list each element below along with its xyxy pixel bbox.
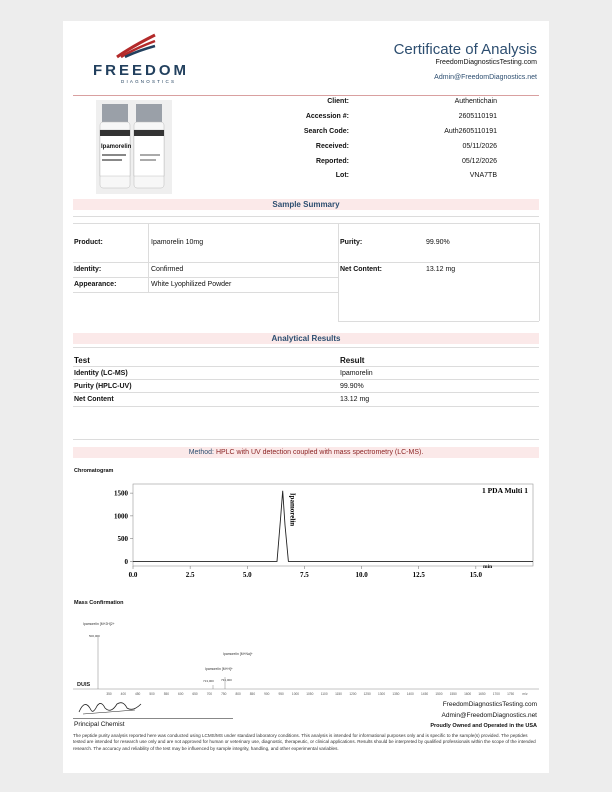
plot-frame [133,484,533,566]
ms-axis-tick-label: 850 [249,692,256,696]
product-value: Ipamorelin 10mg [151,239,204,246]
purity-label: Purity: [340,239,363,246]
method-label: Method: [188,449,214,456]
summary-rule [73,277,338,278]
appearance-value: White Lyophilized Powder [151,281,232,288]
received-label: Received: [315,143,349,150]
summary-rule [73,223,539,224]
summary-rule [73,262,539,263]
ms-duis-label: DUIS [77,682,91,688]
accession-label: Accession #: [305,113,349,120]
search-code-value: Auth2605110191 [444,128,497,135]
vial-label-text: Ipamorelin [101,144,132,150]
y-tick-label: 1500 [114,489,128,498]
lot-value: VNA7TB [469,172,497,179]
summary-col-rule [338,223,339,321]
x-tick-label: 7.5 [300,571,309,579]
ms-label-h: Ipamorelin [M+H]+ [205,667,233,671]
signature-line [73,718,233,719]
ms-axis-tick-label: 800 [235,692,241,696]
ms-axis-tick-label: 1600 [464,692,472,696]
y-tick-label: 1000 [114,512,128,521]
product-label: Product: [74,239,103,246]
method-band [73,447,539,458]
certificate-page [63,21,549,773]
footer-tagline: Proudly Owned and Operated in the USA [430,723,537,729]
identity-value: Confirmed [151,266,184,273]
net-content-value: 13.12 mg [426,266,456,273]
results-row-test: Identity (LC-MS) [74,370,128,377]
x-tick-label: 2.5 [185,571,195,579]
ms-axis-tick-label: 1000 [291,692,300,696]
chromatogram-legend: 1 PDA Multi 1 [481,486,528,495]
ms-axis-tick-label: 400 [120,692,127,696]
header-website[interactable]: FreedomDiagnosticsTesting.com [435,59,537,66]
ms-axis-tick-label: 450 [135,692,141,696]
ms-axis-tick-label: 1550 [449,692,457,696]
ms-axis-tick-label: 1700 [492,692,500,696]
x-tick-label: 12.5 [412,571,425,579]
ms-axis-tick-label: 1450 [421,692,429,696]
results-rule [73,379,539,380]
summary-rule [73,216,539,217]
sample-summary-heading: Sample Summary [73,199,539,210]
ms-count-label: 500,000 [89,634,100,638]
client-value: Authentichain [454,98,497,105]
client-label: Client: [327,98,349,105]
results-rule [73,366,539,367]
reported-label: Reported: [315,158,349,165]
y-tick-label: 0 [124,557,128,566]
signature-image [75,696,145,718]
y-tick-label: 500 [117,535,128,544]
ms-axis-tick-label: 1100 [320,692,328,696]
ms-label-na: Ipamorelin [M+Na]+ [223,652,253,656]
document-title: Certificate of Analysis [393,41,537,58]
footer-email[interactable]: Admin@FreedomDiagnostics.net [441,712,537,719]
ms-axis-tick-label: 900 [264,692,270,696]
result-column-header: Result [340,356,365,365]
ms-label-top: Ipamorelin [M+2H]2+ [83,622,115,626]
ms-axis-tick-label: 1750 [507,692,515,696]
ms-axis-tick-label: 650 [192,692,198,696]
ms-axis-tick-label: 1150 [335,692,342,696]
identity-label: Identity: [74,266,102,273]
header-email[interactable]: Admin@FreedomDiagnostics.net [434,74,537,81]
test-column-header: Test [74,356,90,365]
results-rule [73,392,539,393]
results-row-test: Purity (HPLC-UV) [74,383,132,390]
accession-info [63,21,549,221]
mass-confirmation-heading: Mass Confirmation [74,600,124,606]
summary-rule [73,292,338,293]
results-row-result: 99.90% [340,383,364,390]
accession-value: 2605110191 [458,113,497,120]
results-rule [73,439,539,440]
ms-axis-tick-label: 600 [178,692,184,696]
x-tick-label: 5.0 [242,571,252,579]
mass-spectrum [73,607,539,707]
results-rule [73,406,539,407]
net-content-label: Net Content: [340,266,382,273]
ms-axis-tick-label: 700 [206,692,213,696]
ms-axis-tick-label: 350 [106,692,112,696]
disclaimer: The peptide purity analysis reported here was conducted using LCMS/MS under standard laboratory conditions. This analysis is intended for informational purposes only and is specific to the sample(s) provided. The peptides tested are intended for research use only and are not approved for human or veterinary use, diagnostic, therapeutic, or clinical applications. Results should be interpreted by qualified professionals within the scope of the intended research. The accuracy and reliability of the test may be influenced by sample integrity, handling, and other experimental variables. [73,733,536,751]
ms-axis-tick-label: 950 [278,692,284,696]
ms-axis-tick-label: 500 [149,692,155,696]
chromatogram-chart [73,476,539,596]
search-code-label: Search Code: [303,128,349,135]
x-unit: min [483,564,493,570]
method-text: HPLC with UV detection coupled with mass spectrometry (LC-MS). [215,449,424,456]
x-tick-label: 15.0 [469,571,482,579]
logo-name: FREEDOM [93,62,189,79]
x-tick-label: 0.0 [128,571,138,579]
logo-subtitle: DIAGNOSTICS [121,79,177,84]
ms-axis-tick-label: 1500 [435,692,443,696]
lot-label: Lot: [335,172,349,179]
results-row-result: Ipamorelin [340,370,373,377]
ms-axis-tick-label: 1650 [478,692,486,696]
ms-axis-tick-label: 550 [163,692,170,696]
ms-axis-tick-label: 750 [221,692,227,696]
chromatogram-heading: Chromatogram [74,468,114,474]
ms-axis-tick-label: m/z [522,692,528,696]
analytical-results-heading: Analytical Results [73,333,539,344]
reported-value: 05/12/2026 [461,158,497,165]
footer-website[interactable]: FreedomDiagnosticsTesting.com [442,701,537,708]
received-value: 05/11/2026 [462,143,497,150]
ms-axis-tick-label: 1300 [378,692,386,696]
ms-axis-tick-label: 1200 [349,692,357,696]
signature-role: Principal Chemist [74,721,125,728]
results-rule [73,347,539,348]
ms-axis-tick-label: 1050 [306,692,314,696]
purity-value: 99.90% [426,239,450,246]
x-tick-label: 10.0 [355,571,368,579]
results-row-result: 13.12 mg [340,396,370,403]
results-row-test: Net Content [74,396,114,403]
summary-rule [338,321,539,322]
ms-mz-label: 713,000 [203,679,214,683]
peak-label: Ipamorelin [288,492,297,527]
ms-axis-tick-label: 1350 [392,692,400,696]
ms-axis-tick-label: 1250 [363,692,371,696]
summary-col-rule [539,223,540,321]
ms-mz-label: 734,000 [221,678,232,682]
ms-axis-tick-label: 1400 [406,692,414,696]
appearance-label: Appearance: [74,281,117,288]
summary-col-rule [148,223,149,293]
